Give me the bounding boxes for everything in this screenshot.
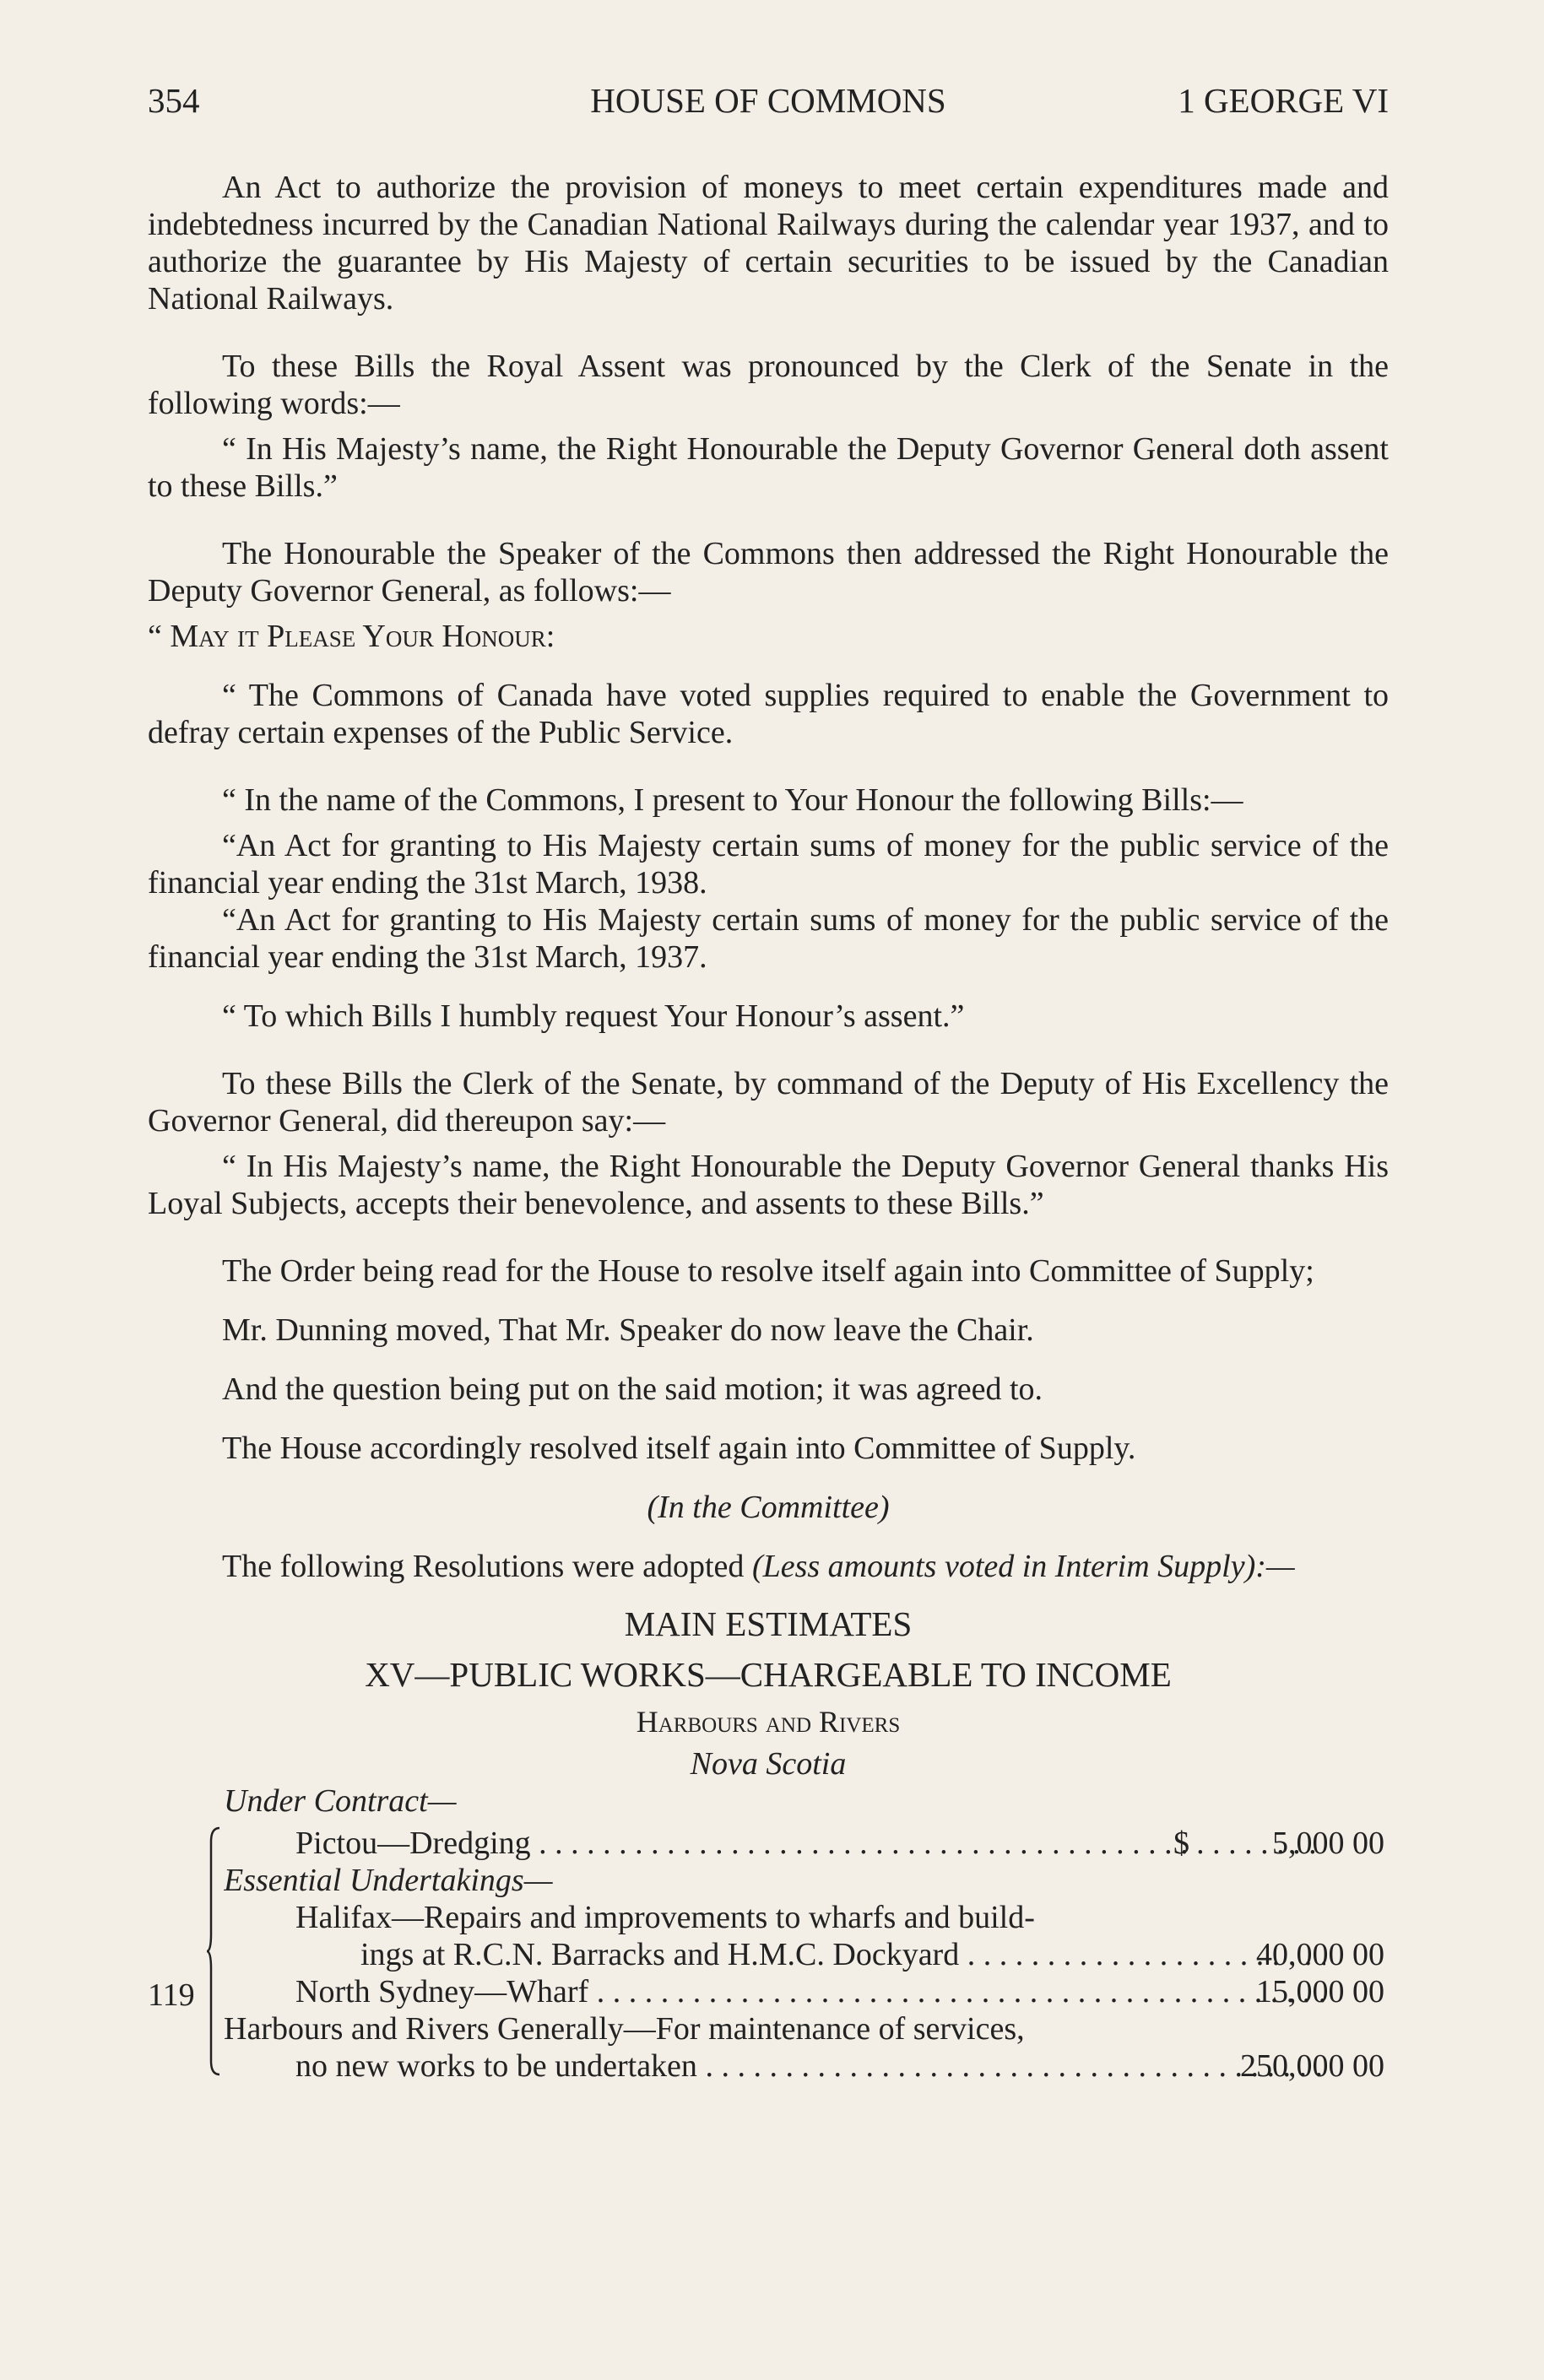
under-contract-heading: Under Contract—	[224, 1783, 457, 1819]
bill-1938: “An Act for granting to His Majesty certain sums of money for the public service of the financial year ending the 31st March, 1938.	[148, 828, 1389, 901]
order-read: The Order being read for the House to resolve itself again into Committee of Supply;	[222, 1253, 1314, 1289]
dunning-motion: Mr. Dunning moved, That Mr. Speaker do now leave the Chair.	[222, 1312, 1034, 1348]
item-amount: 5,000 00	[1272, 1826, 1384, 1861]
resolutions-adopted	[148, 1548, 1389, 1585]
estimate-row-essential	[148, 1862, 1389, 1899]
estimate-row-halifax-2	[148, 1936, 1389, 1973]
item-label: ings at R.C.N. Barracks and H.M.C. Dockyard . . .	[360, 1936, 1325, 1973]
supplies-paragraph: “ The Commons of Canada have voted supplies required to enable the Government to defray certain expenses of the Public Service.	[148, 678, 1389, 750]
dollar-sign: $	[1173, 1826, 1189, 1861]
question-put: And the question being put on the said motion; it was agreed to.	[222, 1371, 1043, 1407]
assent-quote: “ In His Majesty’s name, the Right Honourable the Deputy Governor General doth assent to these Bills.”	[148, 431, 1389, 504]
resolutions-note: (Less amounts voted in Interim Supply):—	[751, 1549, 1295, 1584]
act-paragraph: An Act to authorize the provision of moneys to meet certain expenditures made and indebtedness incurred by the Canadian National Railways during the calendar year 1937, and to authorize the guarantee by His Majesty of certain securities to be issued by the Canadian National Railways.	[148, 170, 1389, 316]
present-bills: “ In the name of the Commons, I present to Your Honour the following Bills:—	[222, 782, 1243, 818]
item-label: Harbours and Rivers Generally—For maintenance of services,	[224, 2011, 1025, 2047]
salutation: “ May it Please Your Honour:	[148, 619, 555, 654]
item-label: Halifax—Repairs and improvements to wharfs and build-	[295, 1900, 1035, 1935]
page-title: HOUSE OF COMMONS	[590, 81, 946, 120]
province-heading: Nova Scotia	[690, 1746, 847, 1782]
estimates-table	[148, 1825, 1389, 2085]
estimate-row-harbours-1	[148, 2010, 1389, 2047]
in-committee: (In the Committee)	[647, 1490, 890, 1525]
assent-intro: To these Bills the Royal Assent was pronounced by the Clerk of the Senate in the following words:—	[148, 349, 1389, 421]
regnal-year: 1 GEORGE VI	[1178, 81, 1389, 120]
resolutions-text: The following Resolutions were adopted	[222, 1549, 745, 1584]
item-label: North Sydney—Wharf . . .	[295, 1973, 1325, 2010]
request-assent: “ To which Bills I humbly request Your Honour’s assent.”	[222, 998, 965, 1034]
journal-body	[148, 169, 1389, 2085]
item-amount: 40,000 00	[1256, 1937, 1384, 1972]
item-amount: 250,000 00	[1240, 2048, 1384, 2084]
clerk-intro: To these Bills the Clerk of the Senate, by command of the Deputy of His Excellency the Governor General, did thereupon say:—	[148, 1066, 1389, 1139]
vote-number: 119	[148, 1977, 195, 2013]
item-label: no new works to be undertaken . . .	[295, 2047, 1325, 2085]
page-number: 354	[148, 81, 200, 120]
item-amount: 15,000 00	[1256, 1974, 1384, 2009]
estimate-row-harbours-2	[148, 2047, 1389, 2085]
speaker-intro: The Honourable the Speaker of the Commons then addressed the Right Honourable the Deputy Governor General, as follows:—	[148, 536, 1389, 609]
item-label: Pictou—Dredging . . .	[295, 1825, 1325, 1862]
bill-1937: “An Act for granting to His Majesty certain sums of money for the public service of the financial year ending the 31st March, 1937.	[148, 902, 1389, 975]
estimate-row-north-sydney	[148, 1973, 1389, 2010]
clerk-quote: “ In His Majesty’s name, the Right Honourable the Deputy Governor General thanks His Loyal Subjects, accepts their benevolence, and assents to these Bills.”	[148, 1149, 1389, 1221]
estimate-row-halifax-1	[148, 1899, 1389, 1936]
estimates-heading: MAIN ESTIMATES	[624, 1604, 913, 1643]
section-heading: Harbours and Rivers	[636, 1705, 901, 1739]
essential-undertakings-heading: Essential Undertakings—	[224, 1863, 553, 1898]
house-resolved: The House accordingly resolved itself again into Committee of Supply.	[222, 1431, 1136, 1466]
estimate-row-pictou	[148, 1825, 1389, 1862]
estimates-subheading: XV—PUBLIC WORKS—CHARGEABLE TO INCOME	[365, 1655, 1172, 1694]
